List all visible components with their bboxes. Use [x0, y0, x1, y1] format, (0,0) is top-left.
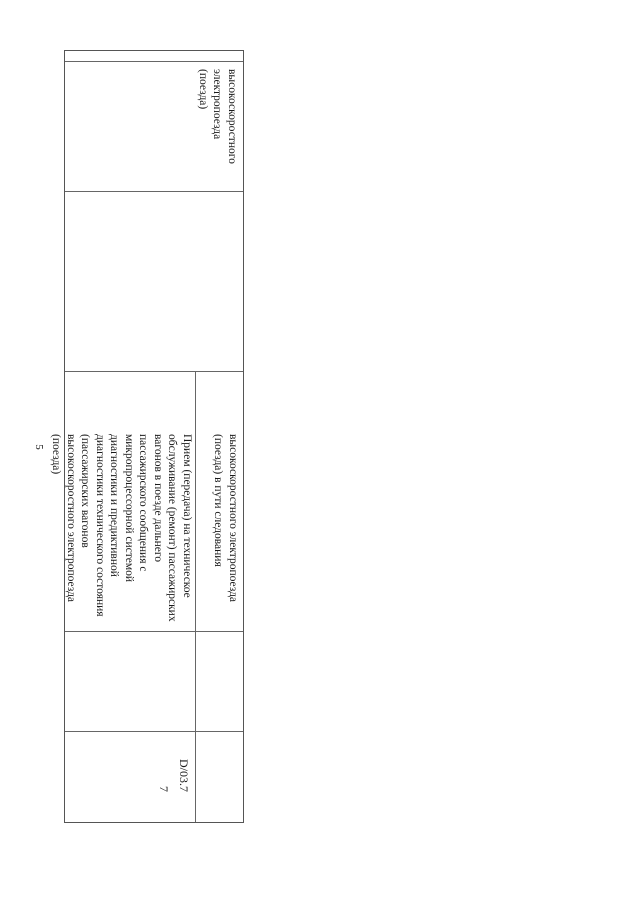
occupation-cell — [196, 69, 240, 164]
function-line: высокоскоростного электропоезда — [65, 434, 77, 603]
function-cell-row2 — [49, 434, 194, 622]
function-line: Прием (передача) на техническое — [181, 434, 193, 598]
page-number: 5 — [33, 444, 45, 450]
function-line: высокоскоростного электропоезда — [227, 434, 239, 603]
col-divider-2 — [65, 191, 243, 192]
col-divider-4 — [65, 631, 243, 632]
col-divider-3 — [65, 371, 243, 372]
function-line: диагностики технического состояния — [94, 434, 106, 617]
row-divider — [195, 371, 196, 822]
function-line: обслуживание (ремонт) пассажирских — [166, 434, 179, 622]
function-line: (поезда) — [50, 434, 63, 475]
occupation-line: электропоезда — [211, 69, 224, 140]
occupation-line: высокоскоростного — [226, 69, 238, 164]
rotated-table — [50, 50, 244, 823]
function-line: вагонов в поезде дальнего — [152, 434, 164, 563]
function-line: диагностики и предиктивной — [108, 434, 121, 577]
function-cell-row1 — [211, 434, 240, 602]
function-code: D/03.7 — [177, 759, 191, 792]
col-divider-1 — [65, 61, 243, 62]
function-line: (пассажирских вагонов — [79, 434, 92, 548]
function-line: (поезда) в пути следования — [212, 434, 225, 567]
function-line: микропроцессорной системой — [123, 434, 135, 583]
col-divider-5 — [65, 731, 243, 732]
qualification-level: 7 — [157, 786, 171, 792]
occupation-line: (поезда) — [197, 69, 209, 110]
function-line: пассажирского сообщения с — [137, 434, 150, 572]
